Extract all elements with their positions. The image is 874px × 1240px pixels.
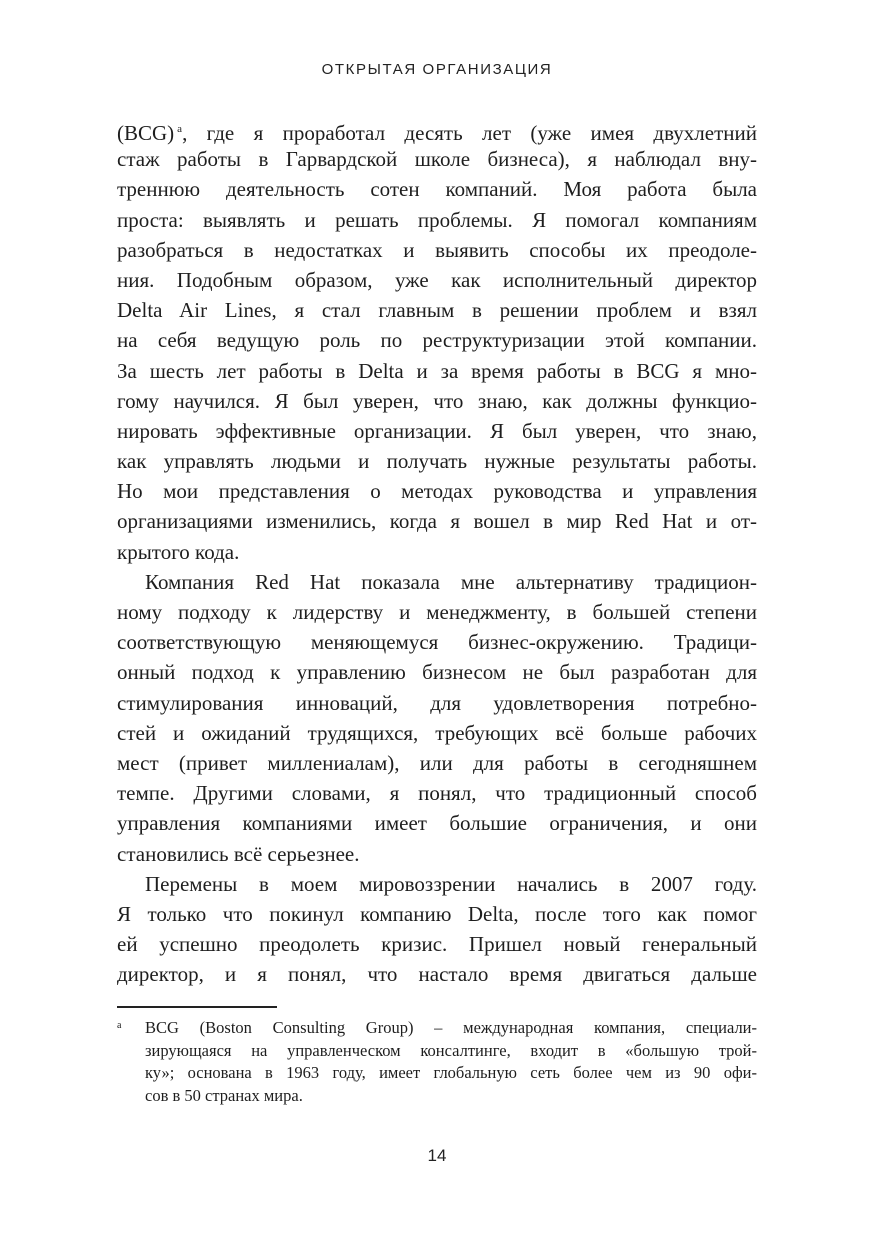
footnote-divider [117,1006,277,1008]
text-line: гому научился. Я был уверен, что знаю, как должны функцио- [117,388,757,413]
text-fragment: (BCG) [117,121,175,145]
text-line: стимулирования инноваций, для удовлетворения потребно- [117,690,757,715]
text-line: крытого кода. [117,539,240,564]
text-line: директор, и я понял, что настало время двигаться дальше [117,962,757,987]
text-line: разобраться в недостатках и выявить способы их преодоле- [117,237,757,262]
text-line: Delta Air Lines, я стал главным в решении проблем и взял [117,298,757,323]
text-line: соответствующую меняющемуся бизнес-окружению. Традици- [117,630,757,655]
text-line: стаж работы в Гарвардской школе бизнеса), я наблюдал вну- [117,147,757,172]
text-line: треннюю деятельность сотен компаний. Моя работа была [117,177,757,202]
text-line: становились всё серьезнее. [117,841,360,866]
paragraph-3 [117,869,757,990]
text-line: За шесть лет работы в Delta и за время работы в BCG я мно- [117,358,757,383]
text-line: Перемены в моем мировоззрении начались в 2007 году. [145,871,757,896]
paragraph-1 [117,114,757,567]
footnote-marker: a [117,1020,122,1031]
text-line: Компания Red Hat показала мне альтернативу традицион- [145,569,757,594]
text-line: на себя ведущую роль по реструктуризации этой компании. [117,328,757,353]
text-line: мест (привет миллениалам), или для работы в сегодняшнем [117,750,757,775]
body-text [117,114,757,989]
text-line [117,114,757,144]
text-fragment: , где я проработал десять лет (уже имея двухлетний [182,121,757,145]
text-line: стей и ожиданий трудящихся, требующих всё больше рабочих [117,720,757,745]
page-number: 14 [427,1146,447,1165]
text-line: организациями изменились, когда я вошел в мир Red Hat и от- [117,509,757,534]
footnote-text [145,1017,757,1108]
running-header: ОТКРЫТАЯ ОРГАНИЗАЦИЯ [321,61,553,78]
paragraph-2 [117,567,757,869]
text-line: нировать эффективные организации. Я был уверен, что знаю, [117,418,757,443]
footnote-line: ку»; основана в 1963 году, имеет глобальную сеть более чем из 90 офи- [145,1063,757,1083]
text-line: ей успешно преодолеть кризис. Пришел новый генеральный [117,932,757,957]
text-line: темпе. Другими словами, я понял, что традиционный способ [117,781,757,806]
footnote-line: зирующаяся на управленческом консалтинге, входит в «большую трой- [145,1040,757,1060]
text-line: как управлять людьми и получать нужные результаты работы. [117,449,757,474]
footnote-reference[interactable]: a [177,123,183,135]
text-line: Я только что покинул компанию Delta, после того как помог [117,901,757,926]
text-line: проста: выявлять и решать проблемы. Я помогал компаниям [117,207,757,232]
text-line: ния. Подобным образом, уже как исполнительный директор [117,267,757,292]
text-line: Но мои представления о методах руководства и управления [117,479,757,504]
footnote-line: BCG (Boston Consulting Group) – международная компания, специали- [145,1018,757,1037]
text-line: ному подходу к лидерству и менеджменту, в большей степени [117,600,757,624]
text-line: управления компаниями имеет большие ограничения, и они [117,811,757,836]
footnote-line: сов в 50 странах мира. [145,1086,303,1106]
text-line: онный подход к управлению бизнесом не был разработан для [117,660,757,685]
footnote [117,1017,757,1108]
